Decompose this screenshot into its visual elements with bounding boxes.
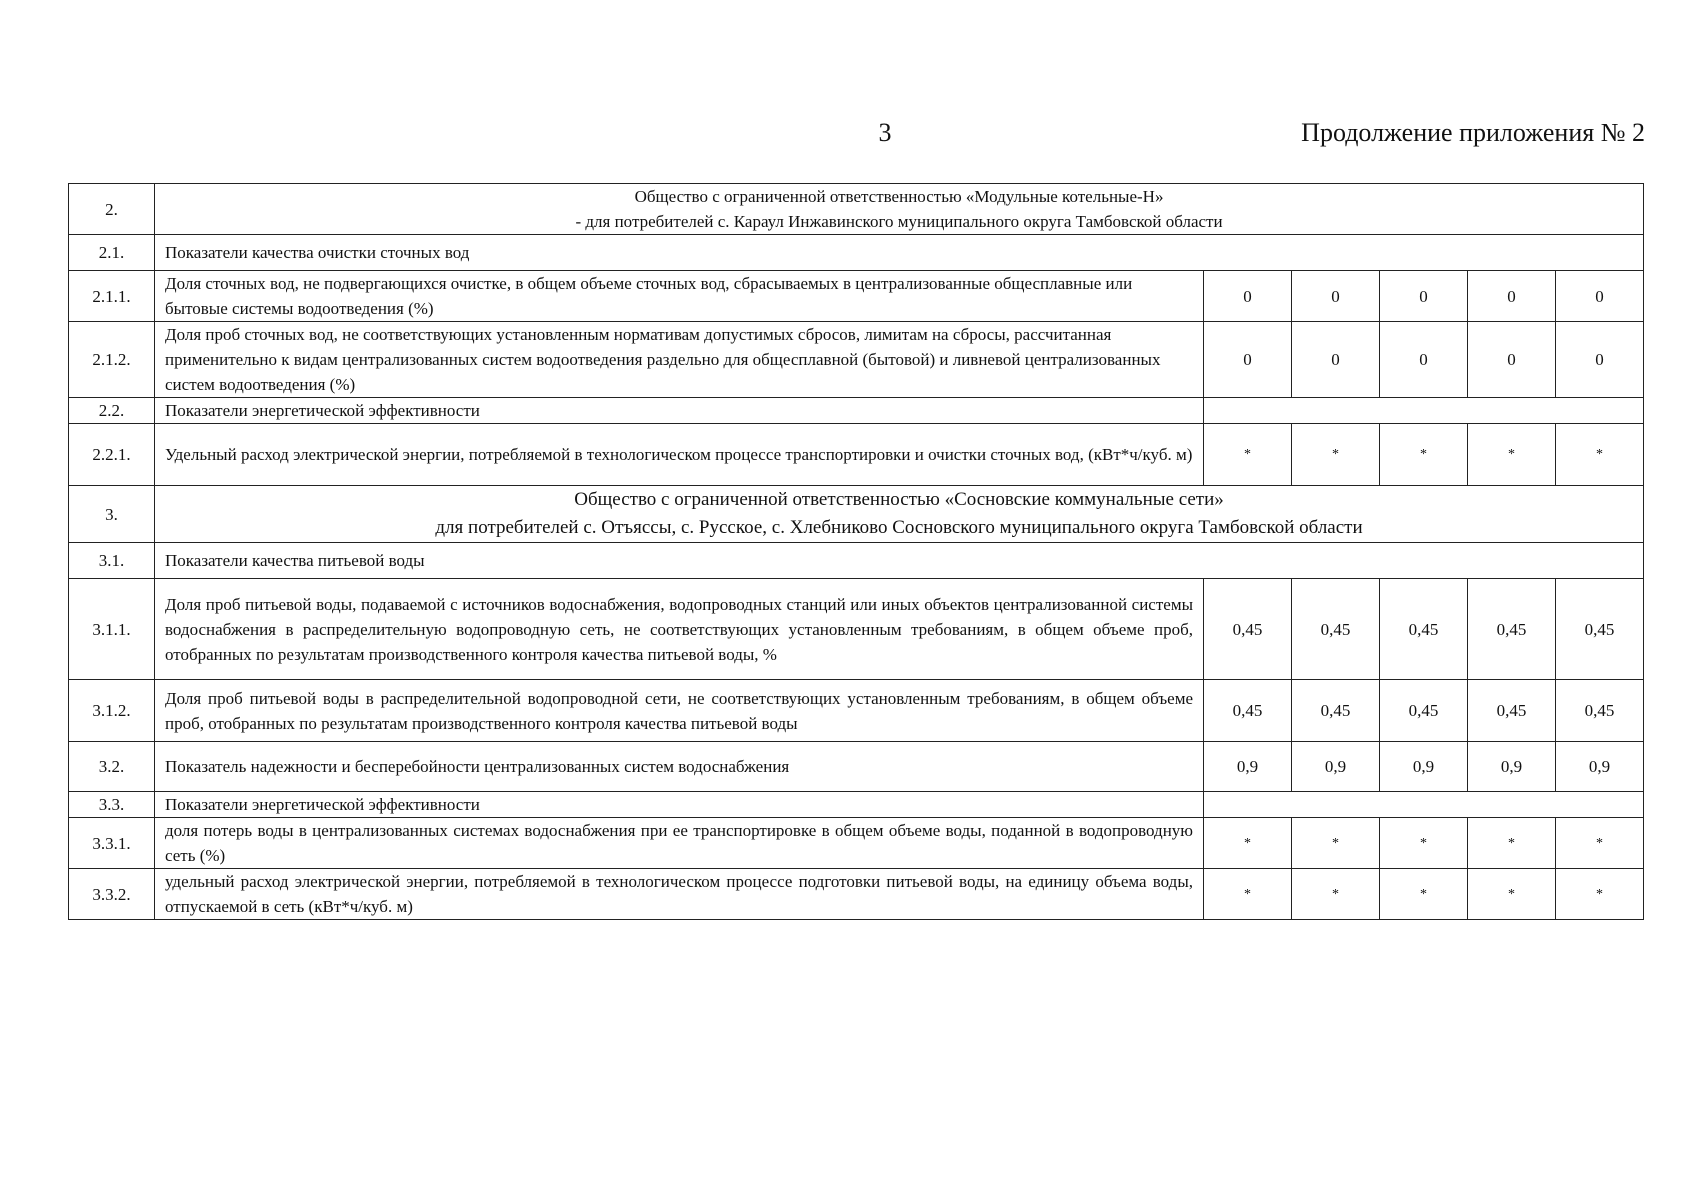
table-row [69,869,1644,920]
section-header-row [69,486,1644,543]
row-number: 2. [69,184,155,235]
value-cell: * [1468,818,1556,869]
row-number: 3.1.2. [69,680,155,742]
value-cell: 0,45 [1556,579,1644,680]
organization-title [155,486,1644,543]
organization-consumers: для потребителей с. Отъяссы, с. Русское, с. Хлебниково Сосновского муниципального округа Тамбовской области [435,517,1363,538]
table-row [69,543,1644,579]
section-header-row [69,184,1644,235]
row-description: доля потерь воды в централизованных системах водоснабжения при ее транспортировке в общем объеме воды, поданной в водопроводную сеть (%) [155,818,1204,869]
value-cell: 0,45 [1204,579,1292,680]
value-cell: 0,45 [1380,680,1468,742]
value-cell: 0 [1556,322,1644,398]
row-number: 2.1.2. [69,322,155,398]
value-cell: 0 [1556,271,1644,322]
value-cell: 0,9 [1204,742,1292,792]
value-cell: 0,45 [1468,680,1556,742]
value-cell: 0,9 [1380,742,1468,792]
organization-title [155,184,1644,235]
row-description: Доля проб питьевой воды, подаваемой с источников водоснабжения, водопроводных станций или иных объектов централизованной системы водоснабжения в распределительную водопроводную сеть, не соответствующих установленным требованиям, в общем объеме проб, отобранных по результатам производственного контроля качества питьевой воды, % [155,579,1204,680]
row-description: Доля проб сточных вод, не соответствующих установленным нормативам допустимых сбросов, лимитам на сбросы, рассчитанная применительно к видам централизованных систем водоотведения раздельно для общесплавной (бытовой) и ливневой централизованных систем водоотведения (%) [155,322,1204,398]
table-row [69,424,1644,486]
organization-consumers: - для потребителей с. Караул Инжавинского муниципального округа Тамбовской области [575,212,1223,231]
table-row [69,271,1644,322]
value-cell: 0 [1204,322,1292,398]
table-row [69,742,1644,792]
row-description: Доля сточных вод, не подвергающихся очистке, в общем объеме сточных вод, сбрасываемых в централизованные общесплавные или бытовые системы водоотведения (%) [155,271,1204,322]
value-cell: 0 [1292,322,1380,398]
row-number: 3.1. [69,543,155,579]
row-description: Показатели энергетической эффективности [155,792,1204,818]
value-cell: 0 [1468,322,1556,398]
value-cell: 0 [1292,271,1380,322]
table-row [69,398,1644,424]
value-cell: 0 [1468,271,1556,322]
row-description: Доля проб питьевой воды в распределительной водопроводной сети, не соответствующих установленным требованиям, в общем объеме проб, отобранных по результатам производственного контроля качества питьевой воды [155,680,1204,742]
value-cell: * [1204,424,1292,486]
value-cell: 0 [1380,322,1468,398]
organization-name: Общество с ограниченной ответственностью «Модульные котельные-Н» [634,187,1164,206]
value-cell: * [1380,424,1468,486]
value-cell: * [1380,818,1468,869]
row-number: 2.2. [69,398,155,424]
value-cell: 0 [1380,271,1468,322]
value-cell: * [1204,869,1292,920]
value-cell: * [1292,869,1380,920]
value-cell: * [1556,424,1644,486]
organization-name: Общество с ограниченной ответственностью «Сосновские коммунальные сети» [574,489,1224,510]
value-cell: 0 [1204,271,1292,322]
value-cell: * [1556,818,1644,869]
value-cell: * [1380,869,1468,920]
value-cell: 0,45 [1292,579,1380,680]
value-cell: 0,45 [1380,579,1468,680]
value-cell: 0,45 [1204,680,1292,742]
value-cell: 0,45 [1556,680,1644,742]
value-cell: 0,45 [1292,680,1380,742]
indicators-table [68,183,1644,920]
row-description: удельный расход электрической энергии, потребляемой в технологическом процессе подготовки питьевой воды, на единицу объема воды, отпускаемой в сеть (кВт*ч/куб. м) [155,869,1204,920]
row-number: 3.3.1. [69,818,155,869]
table-row [69,680,1644,742]
value-cell: 0,45 [1468,579,1556,680]
row-number: 3.1.1. [69,579,155,680]
page-number: 3 [878,118,892,147]
empty-cell [1204,792,1644,818]
table-row [69,792,1644,818]
row-number: 2.1. [69,235,155,271]
table-row [69,322,1644,398]
row-number: 3.3. [69,792,155,818]
value-cell: * [1292,424,1380,486]
table-row [69,235,1644,271]
value-cell: 0,9 [1468,742,1556,792]
row-description: Показатель надежности и бесперебойности централизованных систем водоснабжения [155,742,1204,792]
row-number: 3.3.2. [69,869,155,920]
row-number: 2.1.1. [69,271,155,322]
row-number: 3.2. [69,742,155,792]
empty-cell [1204,398,1644,424]
value-cell: 0,9 [1292,742,1380,792]
row-description: Показатели качества питьевой воды [155,543,1644,579]
row-description: Показатели качества очистки сточных вод [155,235,1644,271]
value-cell: * [1204,818,1292,869]
value-cell: 0,9 [1556,742,1644,792]
row-description: Показатели энергетической эффективности [155,398,1204,424]
value-cell: * [1292,818,1380,869]
appendix-note: Продолжение приложения № 2 [1301,118,1645,147]
value-cell: * [1468,424,1556,486]
row-number: 2.2.1. [69,424,155,486]
table-row [69,818,1644,869]
row-description: Удельный расход электрической энергии, потребляемой в технологическом процессе транспортировки и очистки сточных вод, (кВт*ч/куб. м) [155,424,1204,486]
table-row [69,579,1644,680]
row-number: 3. [69,486,155,543]
value-cell: * [1468,869,1556,920]
value-cell: * [1556,869,1644,920]
